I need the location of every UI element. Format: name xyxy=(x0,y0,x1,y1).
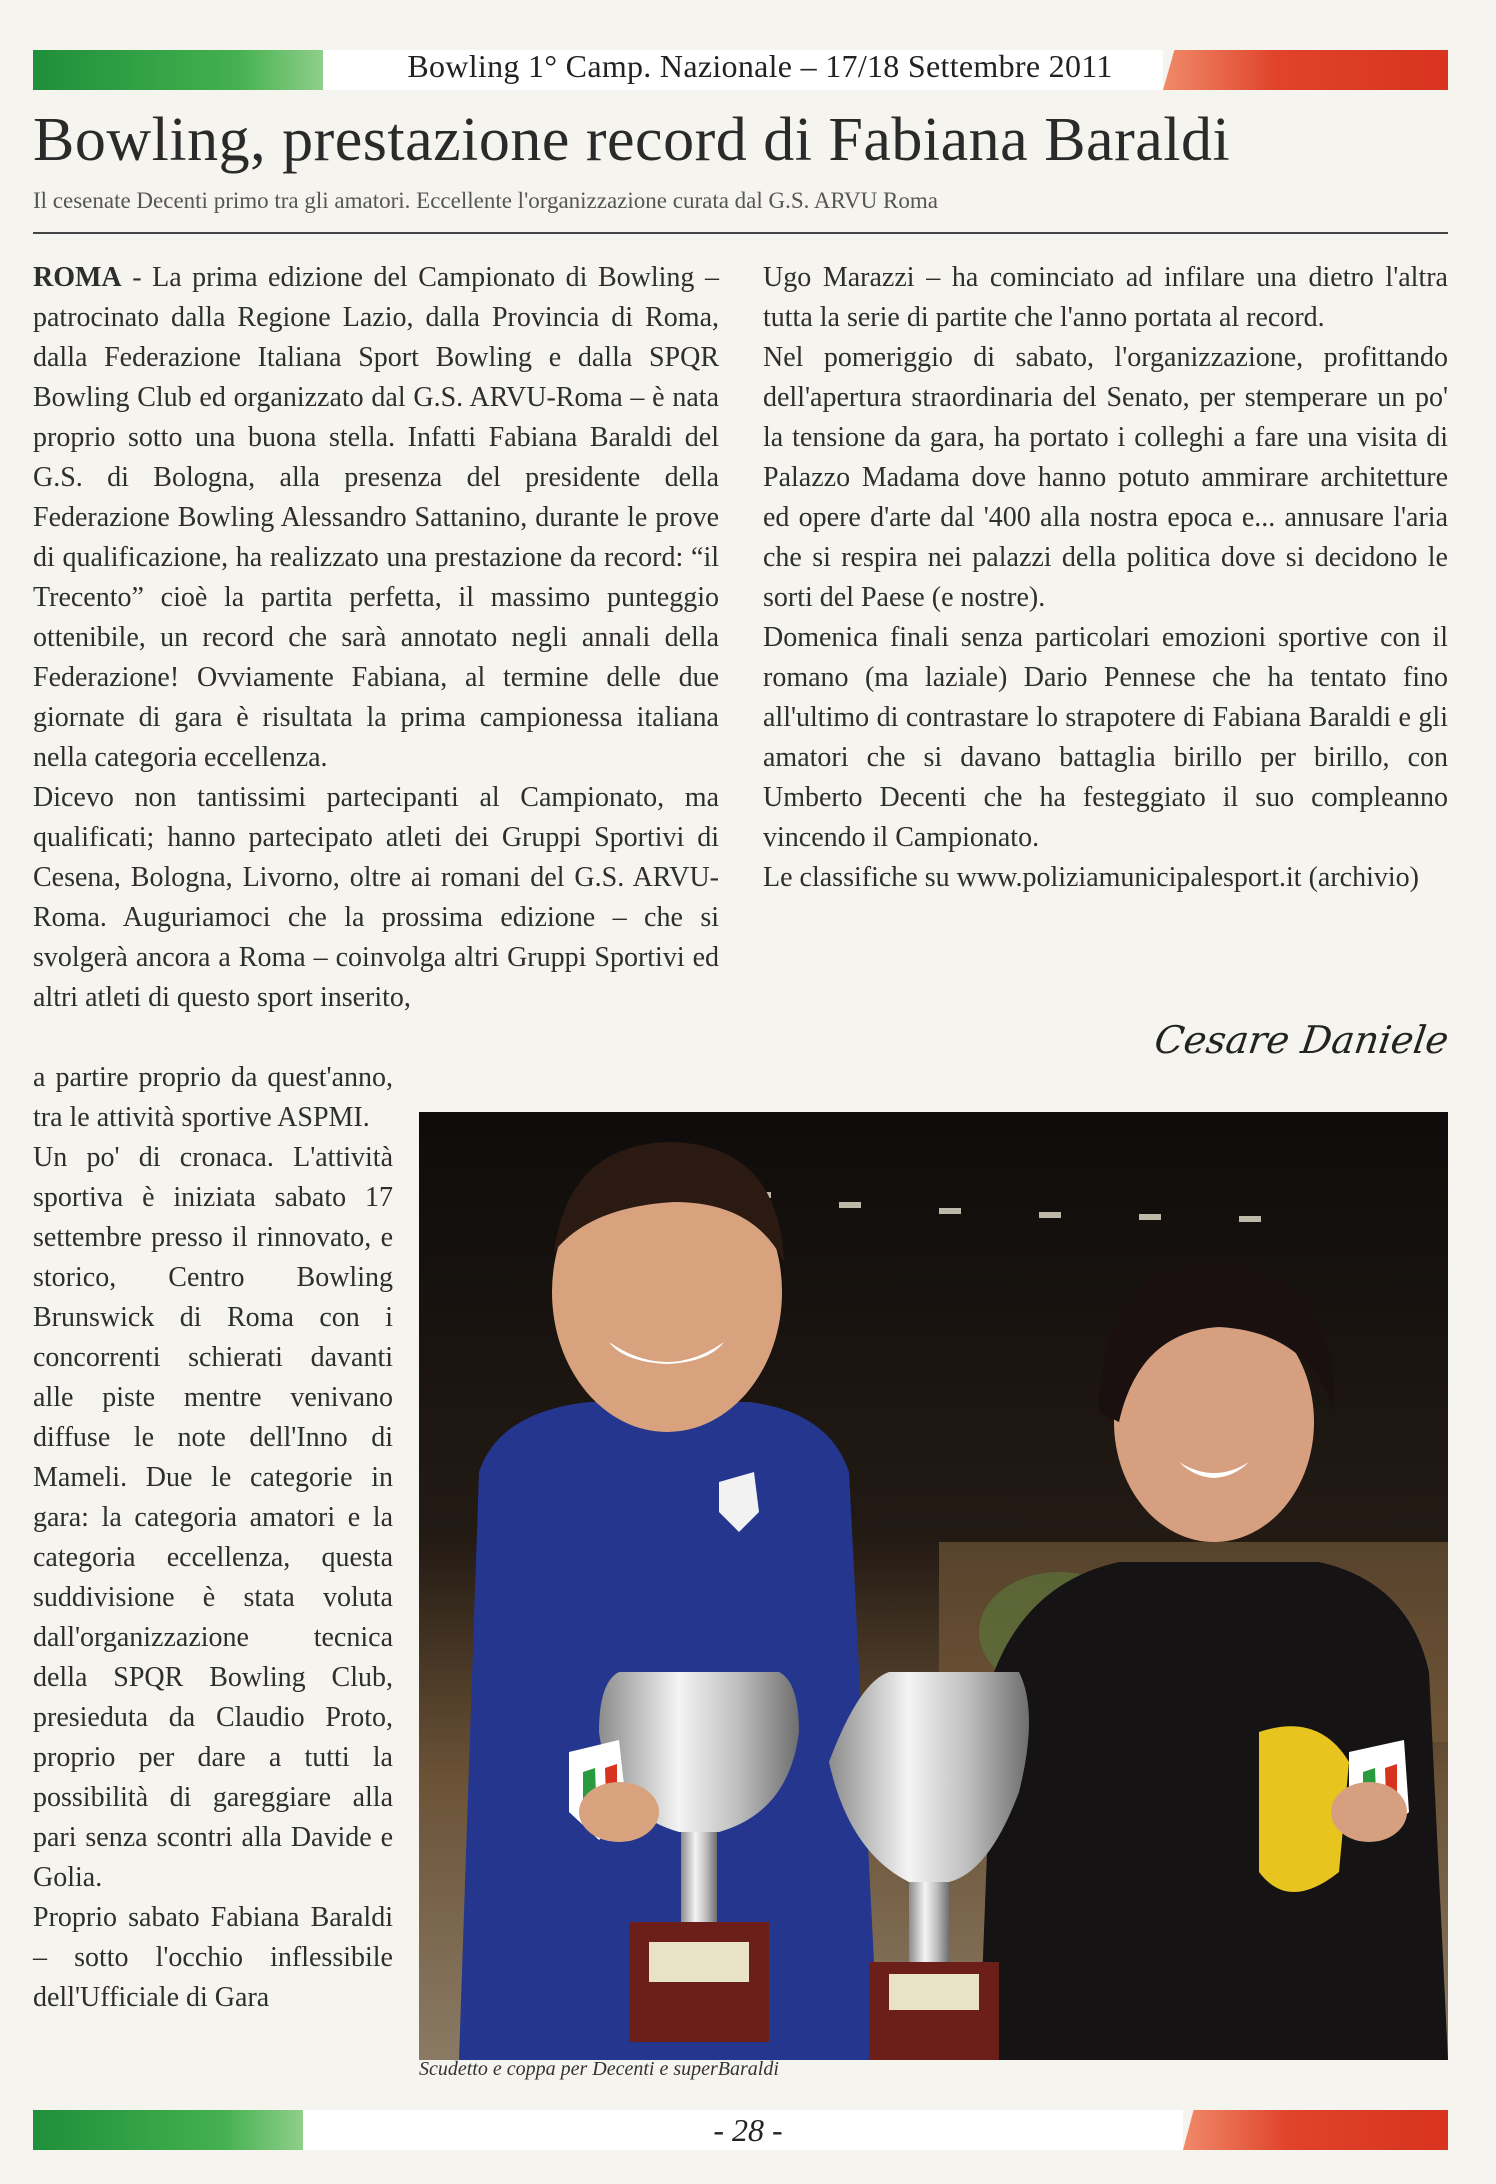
paragraph-senate-visit: Nel pomeriggio di sabato, l'organizzazione, profittando dell'apertura straordinaria del Senato, per stemperare un po' la tensione da gara, ha portato i colleghi a fare una visita di Palazzo Madama dove hanno potuto ammirare architetture ed opere d'arte dal '400 alla nostra epoca e... annusare l'aria che si respira nei palazzi della politica dove si decidono le sorti del Paese (e nostre). xyxy=(763,342,1448,613)
article-column-left xyxy=(33,258,719,1018)
band-red xyxy=(1163,50,1448,90)
title-divider xyxy=(33,232,1448,234)
article-column-right xyxy=(763,258,1448,898)
band-red xyxy=(1183,2110,1448,2150)
article-subtitle: Il cesenate Decenti primo tra gli amatori. Eccellente l'organizzazione curata dal G.S. ARVU Roma xyxy=(33,188,938,213)
photo-caption: Scudetto e coppa per Decenti e superBaraldi xyxy=(419,2058,779,2080)
winners-photo xyxy=(419,1112,1448,2060)
winners-photo-illustration xyxy=(419,1112,1448,2060)
header-section-title: Bowling 1° Camp. Nazionale – 17/18 Settembre 2011 xyxy=(407,48,1113,84)
paragraph-participants-cont: a partire proprio da quest'anno, tra le attività sportive ASPMI. xyxy=(33,1062,393,1133)
paragraph-record: Ugo Marazzi – ha cominciato ad infilare una dietro l'altra tutta la serie di partite che l'anno portata al record. xyxy=(763,262,1448,333)
article-title: Bowling, prestazione record di Fabiana Baraldi xyxy=(33,106,1231,174)
author-signature: Cesare Daniele xyxy=(1151,1018,1452,1062)
article-column-left-narrow xyxy=(33,1058,393,2018)
paragraph-participants: Dicevo non tantissimi partecipanti al Campionato, ma qualificati; hanno partecipato atleti dei Gruppi Sportivi di Cesena, Bologna, Livorno, oltre ai romani del G.S. ARVU-Roma. Auguriamoci che la prossima edizione – che si svolgerà ancora a Roma – coinvolga altri Gruppi Sportivi ed altri atleti di questo sport inserito, xyxy=(33,782,719,1013)
band-green xyxy=(33,50,323,90)
paragraph-chronicle: Un po' di cronaca. L'attività sportiva è iniziata sabato 17 settembre presso il rinnovato, e storico, Centro Bowling Brunswick di Roma con i concorrenti schierati davanti alle piste mentre venivano diffuse le note dell'Inno di Mameli. Due le categorie in gara: la categoria amatori e la categoria eccellenza, questa suddivisione è stata voluta dall'organizzazione tecnica della SPQR Bowling Club, presieduta da Claudio Proto, proprio per dare a tutti la possibilità di gareggiare alla pari senza scontri alla Davide e Golia. xyxy=(33,1142,393,1893)
page-number: - 28 - xyxy=(690,2110,806,2150)
paragraph-finals: Domenica finali senza particolari emozioni sportive con il romano (ma laziale) Dario Pennese che ha tentato fino all'ultimo di contrastare lo strapotere di Fabiana Baraldi e gli amatori che si davano battaglia birillo per birillo, con Umberto Decenti che ha festeggiato il suo compleanno vincendo il Campionato. xyxy=(763,622,1448,853)
paragraph-intro: ROMA - La prima edizione del Campionato di Bowling – patrocinato dalla Regione Lazio, dalla Provincia di Roma, dalla Federazione Italiana Sport Bowling e dalla SPQR Bowling Club ed organizzato dal G.S. ARVU-Roma – è nata proprio sotto una buona stella. Infatti Fabiana Baraldi del G.S. di Bologna, alla presenza del presidente della Federazione Bowling Alessandro Sattanino, durante le prove di qualificazione, ha realizzato una prestazione da record: “il Trecento” cioè la partita perfetta, il massimo punteggio ottenibile, un record che sarà annotato negli annali della Federazione! Ovviamente Fabiana, al termine delle due giornate di gara è risultata la prima campionessa italiana nella categoria eccellenza. xyxy=(33,262,719,773)
dateline: ROMA xyxy=(33,262,122,293)
band-green xyxy=(33,2110,303,2150)
paragraph-saturday: Proprio sabato Fabiana Baraldi – sotto l'occhio inflessibile dell'Ufficiale di Gara xyxy=(33,1902,393,2013)
paragraph-results-link: Le classifiche su www.poliziamunicipalesport.it (archivio) xyxy=(763,862,1419,893)
